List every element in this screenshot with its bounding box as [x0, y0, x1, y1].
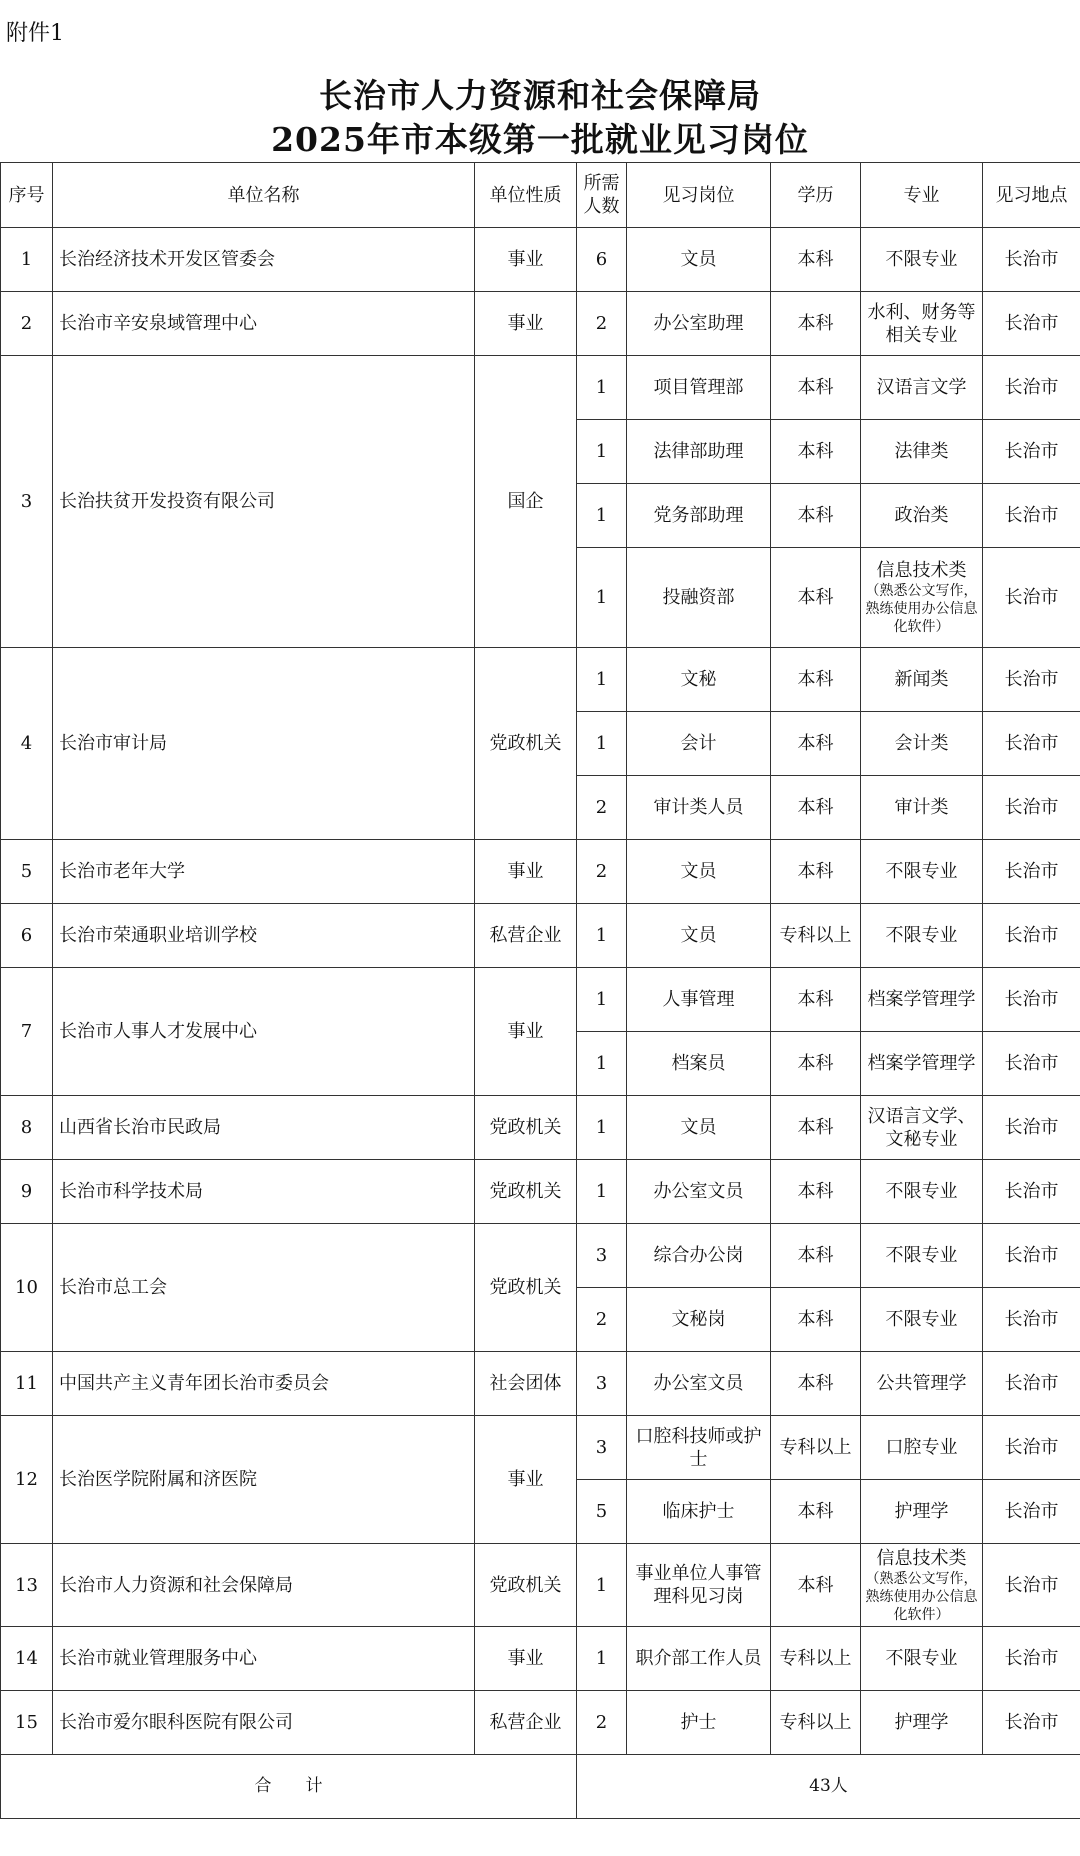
cell-no: 10: [1, 1224, 53, 1352]
cell-major: 护理学: [861, 1691, 983, 1755]
cell-position: 文员: [627, 1096, 771, 1160]
cell-location: 长治市: [983, 840, 1080, 904]
cell-position: 办公室助理: [627, 292, 771, 356]
major-note: （熟悉公文写作，熟练使用办公信息化软件）: [865, 583, 978, 635]
cell-location: 长治市: [983, 1627, 1080, 1691]
cell-location: 长治市: [983, 904, 1080, 968]
header-count: [577, 163, 627, 228]
cell-count: 1: [577, 484, 627, 548]
cell-count: 2: [577, 1288, 627, 1352]
cell-no: 2: [1, 292, 53, 356]
cell-position: 综合办公岗: [627, 1224, 771, 1288]
cell-unit-type: 国企: [475, 356, 577, 648]
cell-unit-name: 长治市科学技术局: [53, 1160, 475, 1224]
cell-count: 3: [577, 1416, 627, 1480]
cell-count: 6: [577, 228, 627, 292]
cell-location: 长治市: [983, 1288, 1080, 1352]
cell-location: 长治市: [983, 292, 1080, 356]
cell-major: 会计类: [861, 712, 983, 776]
cell-unit-type: 私营企业: [475, 904, 577, 968]
cell-no: 5: [1, 840, 53, 904]
cell-location: 长治市: [983, 1352, 1080, 1416]
cell-count: 1: [577, 968, 627, 1032]
cell-major: 不限专业: [861, 1160, 983, 1224]
table-row: [1, 1691, 1080, 1755]
table-row: [1, 1627, 1080, 1691]
header-unit: 单位名称: [53, 163, 475, 228]
cell-count: 1: [577, 904, 627, 968]
cell-unit-name: 长治医学院附属和济医院: [53, 1416, 475, 1544]
cell-position: 职介部工作人员: [627, 1627, 771, 1691]
table-row: [1, 648, 1080, 712]
cell-unit-name: 长治市荣通职业培训学校: [53, 904, 475, 968]
header-no: 序号: [1, 163, 53, 228]
table-row: [1, 904, 1080, 968]
cell-major: 汉语言文学: [861, 356, 983, 420]
header-location: 见习地点: [983, 163, 1080, 228]
table-row: [1, 356, 1080, 420]
cell-major: 审计类: [861, 776, 983, 840]
cell-location: 长治市: [983, 776, 1080, 840]
cell-major: 政治类: [861, 484, 983, 548]
cell-major: 新闻类: [861, 648, 983, 712]
total-label: 合 计: [1, 1755, 577, 1819]
cell-location: 长治市: [983, 420, 1080, 484]
cell-edu: 本科: [771, 1032, 861, 1096]
cell-unit-name: 长治扶贫开发投资有限公司: [53, 356, 475, 648]
header-type: 单位性质: [475, 163, 577, 228]
cell-no: 1: [1, 228, 53, 292]
cell-edu: 本科: [771, 1224, 861, 1288]
major-text: 信息技术类: [876, 560, 967, 581]
cell-no: 9: [1, 1160, 53, 1224]
cell-no: 4: [1, 648, 53, 840]
cell-unit-name: 长治市辛安泉域管理中心: [53, 292, 475, 356]
cell-position: 项目管理部: [627, 356, 771, 420]
cell-count: 1: [577, 1032, 627, 1096]
cell-edu: 本科: [771, 1160, 861, 1224]
cell-location: 长治市: [983, 968, 1080, 1032]
cell-unit-type: 党政机关: [475, 1096, 577, 1160]
total-value: 43人: [577, 1755, 1080, 1819]
cell-location: 长治市: [983, 1691, 1080, 1755]
cell-count: 2: [577, 840, 627, 904]
cell-major: [861, 548, 983, 648]
cell-edu: 专科以上: [771, 1416, 861, 1480]
cell-edu: 本科: [771, 548, 861, 648]
table-header-row: [1, 163, 1080, 228]
cell-position: 事业单位人事管理科见习岗: [627, 1544, 771, 1627]
table-row: [1, 840, 1080, 904]
cell-major: 档案学管理学: [861, 968, 983, 1032]
cell-no: 12: [1, 1416, 53, 1544]
cell-unit-type: 党政机关: [475, 1544, 577, 1627]
cell-location: 长治市: [983, 484, 1080, 548]
cell-location: 长治市: [983, 1224, 1080, 1288]
cell-edu: 本科: [771, 1544, 861, 1627]
cell-position: 文员: [627, 840, 771, 904]
cell-count: 1: [577, 356, 627, 420]
cell-unit-type: 事业: [475, 840, 577, 904]
cell-position: 档案员: [627, 1032, 771, 1096]
cell-location: 长治市: [983, 712, 1080, 776]
cell-location: 长治市: [983, 1032, 1080, 1096]
cell-unit-name: 长治市就业管理服务中心: [53, 1627, 475, 1691]
cell-major: 法律类: [861, 420, 983, 484]
cell-location: 长治市: [983, 356, 1080, 420]
cell-edu: 本科: [771, 1352, 861, 1416]
major-note: （熟悉公文写作，熟练使用办公信息化软件）: [865, 1570, 978, 1623]
cell-location: 长治市: [983, 1480, 1080, 1544]
cell-count: 1: [577, 548, 627, 648]
cell-count: 2: [577, 1691, 627, 1755]
header-count-line1: 所需: [583, 173, 620, 194]
cell-unit-name: 长治市老年大学: [53, 840, 475, 904]
cell-count: 1: [577, 1096, 627, 1160]
table-row: [1, 1416, 1080, 1480]
table-body: [1, 228, 1080, 1755]
cell-edu: 本科: [771, 648, 861, 712]
cell-major: 公共管理学: [861, 1352, 983, 1416]
cell-count: 3: [577, 1224, 627, 1288]
cell-position: 审计类人员: [627, 776, 771, 840]
cell-position: 党务部助理: [627, 484, 771, 548]
cell-location: 长治市: [983, 1096, 1080, 1160]
cell-major: 护理学: [861, 1480, 983, 1544]
header-edu: 学历: [771, 163, 861, 228]
cell-major: 不限专业: [861, 1224, 983, 1288]
cell-unit-type: 社会团体: [475, 1352, 577, 1416]
cell-major: 不限专业: [861, 904, 983, 968]
cell-edu: 本科: [771, 712, 861, 776]
cell-count: 1: [577, 1627, 627, 1691]
cell-location: 长治市: [983, 648, 1080, 712]
cell-no: 14: [1, 1627, 53, 1691]
table-row: [1, 1096, 1080, 1160]
cell-no: 11: [1, 1352, 53, 1416]
cell-edu: 本科: [771, 356, 861, 420]
cell-position: 办公室文员: [627, 1160, 771, 1224]
document-title-line1: 长治市人力资源和社会保障局: [319, 76, 761, 115]
cell-location: 长治市: [983, 1160, 1080, 1224]
cell-edu: 专科以上: [771, 1627, 861, 1691]
cell-count: 1: [577, 420, 627, 484]
cell-no: 6: [1, 904, 53, 968]
cell-unit-name: 长治市审计局: [53, 648, 475, 840]
cell-unit-type: 党政机关: [475, 1160, 577, 1224]
cell-edu: 本科: [771, 840, 861, 904]
cell-position: 文员: [627, 228, 771, 292]
cell-position: 文秘: [627, 648, 771, 712]
cell-edu: 本科: [771, 484, 861, 548]
cell-unit-type: 事业: [475, 292, 577, 356]
cell-unit-name: 长治市人事人才发展中心: [53, 968, 475, 1096]
cell-unit-type: 党政机关: [475, 648, 577, 840]
cell-edu: 本科: [771, 292, 861, 356]
cell-major: 不限专业: [861, 1627, 983, 1691]
cell-location: 长治市: [983, 1544, 1080, 1627]
cell-edu: 本科: [771, 1480, 861, 1544]
document-title-line2: 2025年市本级第一批就业见习岗位: [271, 120, 809, 159]
cell-no: 7: [1, 968, 53, 1096]
cell-edu: 专科以上: [771, 904, 861, 968]
cell-unit-name: 中国共产主义青年团长治市委员会: [53, 1352, 475, 1416]
cell-major: [861, 1544, 983, 1627]
cell-edu: 本科: [771, 1288, 861, 1352]
cell-no: 13: [1, 1544, 53, 1627]
cell-location: 长治市: [983, 548, 1080, 648]
cell-position: 会计: [627, 712, 771, 776]
cell-unit-name: 长治市总工会: [53, 1224, 475, 1352]
header-major: 专业: [861, 163, 983, 228]
cell-count: 1: [577, 712, 627, 776]
table-row: [1, 228, 1080, 292]
attachment-label: 附件1: [6, 21, 64, 46]
cell-count: 3: [577, 1352, 627, 1416]
cell-major: 水利、财务等相关专业: [861, 292, 983, 356]
cell-major: 档案学管理学: [861, 1032, 983, 1096]
cell-major: 不限专业: [861, 1288, 983, 1352]
cell-unit-type: 事业: [475, 1416, 577, 1544]
cell-edu: 本科: [771, 968, 861, 1032]
table-row: [1, 1544, 1080, 1627]
cell-unit-name: 长治市爱尔眼科医院有限公司: [53, 1691, 475, 1755]
cell-unit-type: 事业: [475, 1627, 577, 1691]
cell-position: 临床护士: [627, 1480, 771, 1544]
cell-unit-name: 长治经济技术开发区管委会: [53, 228, 475, 292]
cell-major: 不限专业: [861, 840, 983, 904]
cell-count: 1: [577, 648, 627, 712]
cell-edu: 本科: [771, 776, 861, 840]
cell-edu: 本科: [771, 420, 861, 484]
cell-unit-name: 山西省长治市民政局: [53, 1096, 475, 1160]
table-row: [1, 1160, 1080, 1224]
cell-position: 护士: [627, 1691, 771, 1755]
major-text: 信息技术类: [876, 1547, 967, 1569]
cell-major: 汉语言文学、文秘专业: [861, 1096, 983, 1160]
cell-unit-name: 长治市人力资源和社会保障局: [53, 1544, 475, 1627]
header-position: 见习岗位: [627, 163, 771, 228]
cell-unit-type: 私营企业: [475, 1691, 577, 1755]
total-row: [1, 1755, 1080, 1819]
table-row: [1, 292, 1080, 356]
cell-count: 1: [577, 1160, 627, 1224]
cell-position: 办公室文员: [627, 1352, 771, 1416]
cell-count: 2: [577, 776, 627, 840]
cell-no: 3: [1, 356, 53, 648]
table-row: [1, 1224, 1080, 1288]
cell-major: 不限专业: [861, 228, 983, 292]
cell-position: 投融资部: [627, 548, 771, 648]
cell-position: 人事管理: [627, 968, 771, 1032]
cell-position: 文员: [627, 904, 771, 968]
cell-count: 5: [577, 1480, 627, 1544]
cell-unit-type: 事业: [475, 968, 577, 1096]
cell-count: 1: [577, 1544, 627, 1627]
cell-unit-type: 事业: [475, 228, 577, 292]
cell-position: 文秘岗: [627, 1288, 771, 1352]
cell-edu: 本科: [771, 1096, 861, 1160]
cell-location: 长治市: [983, 228, 1080, 292]
cell-no: 8: [1, 1096, 53, 1160]
header-count-line2: 人数: [583, 196, 620, 217]
cell-location: 长治市: [983, 1416, 1080, 1480]
cell-major: 口腔专业: [861, 1416, 983, 1480]
cell-no: 15: [1, 1691, 53, 1755]
cell-edu: 专科以上: [771, 1691, 861, 1755]
cell-unit-type: 党政机关: [475, 1224, 577, 1352]
table-row: [1, 968, 1080, 1032]
table-row: [1, 1352, 1080, 1416]
positions-table: [0, 162, 1080, 1819]
cell-edu: 本科: [771, 228, 861, 292]
cell-count: 2: [577, 292, 627, 356]
cell-position: 口腔科技师或护士: [627, 1416, 771, 1480]
cell-position: 法律部助理: [627, 420, 771, 484]
